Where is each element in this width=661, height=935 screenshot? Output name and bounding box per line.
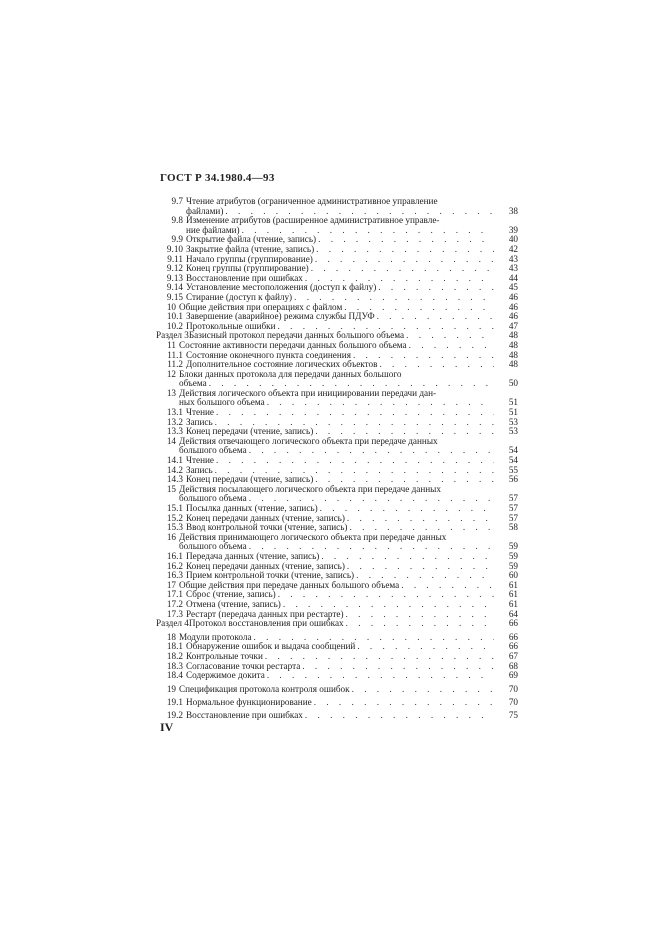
toc-entry-page: 61 [508, 579, 518, 590]
toc-entry-title: Ввод контрольной точки (чтение, запись) [186, 522, 348, 533]
toc-entry-number: 15.1 [166, 503, 183, 513]
toc-entry-title: Начало группы (группирование) [186, 253, 313, 264]
dot-leader [401, 581, 494, 591]
toc-entry [156, 197, 518, 216]
toc-entry-number: 19 [166, 683, 176, 694]
toc-entry-title: Восстановление при ошибках [186, 709, 303, 720]
toc-entry-page: 47 [508, 320, 518, 331]
toc-entry-title: Состояние активности передачи данных большого объема [179, 339, 407, 350]
toc-entry-page: 75 [508, 709, 518, 720]
toc-entry-page: 59 [508, 541, 518, 552]
toc-entry-title: Обнаружение ошибок и выдача сообщений [186, 641, 356, 652]
toc-entry-number: 10.2 [166, 320, 183, 331]
toc-entry-title: Конец передачи данных (чтение, запись) [186, 560, 345, 571]
toc-entry-page: 44 [508, 272, 518, 283]
dot-leader [320, 504, 494, 514]
toc-entry-page: 43 [508, 263, 518, 274]
toc-entry-title: Посылка данных (чтение, запись) [186, 503, 318, 513]
toc-entry-page: 55 [508, 464, 518, 475]
dot-leader [316, 245, 494, 255]
toc-entry-number: 18.2 [166, 650, 183, 661]
toc-entry-title: Дополнительное состояние логических объектов [186, 359, 378, 370]
toc-entry-title: Конец передачи данных (чтение, запись) [186, 512, 345, 523]
toc-entry-page: 69 [508, 670, 518, 681]
toc-entry-title: Отмена (чтение, запись) [186, 598, 281, 609]
dot-leader [346, 610, 494, 620]
toc-entry-number: 17.3 [166, 608, 183, 619]
toc-entry-page: 54 [508, 455, 518, 466]
toc-entry-number: 11.2 [167, 359, 183, 370]
toc-entry-number: 9.14 [166, 282, 183, 293]
toc-entry-number: 18.4 [166, 670, 183, 681]
toc-entry-title: Чтение [186, 407, 214, 418]
toc-entry-title: ных большого объема [179, 397, 265, 408]
toc-entry-page: 46 [508, 291, 518, 302]
toc-entry-number: 14.3 [166, 474, 183, 485]
toc-entry-title: Конец передачи (чтение, запись) [186, 426, 314, 437]
page-number: IV [160, 720, 174, 734]
toc-entry-page: 53 [508, 416, 518, 427]
toc-entry-page: 54 [508, 445, 518, 456]
toc-entry-number: 9.11 [167, 253, 183, 264]
toc-entry-title: большого объема [179, 493, 247, 504]
toc-entry-number: 16.1 [166, 550, 183, 561]
toc-entry-title: Установление местоположения (доступ к файлу) [186, 282, 377, 293]
toc-entry-number: 12 [166, 368, 176, 379]
toc-entry-page: 53 [508, 426, 518, 437]
toc-entry-page: 66 [508, 641, 518, 652]
toc-entry-number: 18.3 [166, 660, 183, 671]
toc-entry-title: Изменение атрибутов (расширенное административное управле- [186, 215, 440, 226]
toc-entry-title: Завершение (аварийное) режима службы ПДУФ [186, 311, 375, 322]
toc-entry-page: 68 [508, 660, 518, 671]
toc-entry-number: 16.3 [166, 570, 183, 581]
toc-entry-title: большого объема [179, 445, 247, 456]
dot-leader [278, 590, 494, 600]
toc-entry-number: 9.8 [171, 215, 183, 226]
toc-entry-title: Передача данных (чтение, запись) [186, 550, 320, 561]
dot-leader [216, 456, 494, 466]
toc-entry-title: Сброс (чтение, запись) [186, 589, 276, 600]
toc-entry-number: 18.1 [166, 641, 183, 652]
toc-entry-title: Согласование точки рестарта [186, 660, 301, 671]
dot-leader [267, 398, 494, 408]
toc-entry-title: Прием контрольной точки (чтение, запись) [186, 570, 355, 581]
toc-entry-page: 66 [508, 618, 518, 629]
toc-entry-number: 13 [166, 387, 176, 398]
toc-entry-page: 61 [508, 598, 518, 609]
toc-entry-page: 42 [508, 243, 518, 254]
toc-entry-page: 66 [508, 631, 518, 642]
toc-entry-number: 15.2 [166, 512, 183, 523]
document-header: ГОСТ Р 34.1980.4—93 [160, 172, 275, 184]
toc-entry-page: 64 [508, 608, 518, 619]
dot-leader [305, 711, 494, 721]
toc-entry-number: 14.2 [166, 464, 183, 475]
dot-leader [216, 408, 494, 418]
toc-entry-page: 57 [508, 503, 518, 513]
toc-entry-title: Протокол восстановления при ошибках [188, 618, 344, 629]
toc-entry-number: 9.12 [166, 263, 183, 274]
toc-entry-page: 51 [508, 407, 518, 418]
toc-entry-title: ние файлами) [186, 224, 240, 235]
toc-entry-number: 9.10 [166, 243, 183, 254]
dot-leader [406, 331, 494, 341]
toc-entry-page: 38 [508, 205, 518, 216]
toc-entry-number: 16 [166, 531, 176, 542]
toc-entry-number: 9.13 [166, 272, 183, 283]
dot-leader [352, 685, 494, 695]
toc-entry-title: Чтение [186, 455, 214, 466]
toc-entry-page: 56 [508, 474, 518, 485]
toc-entry-number: 13.2 [166, 416, 183, 427]
dot-leader [347, 514, 494, 524]
toc-entry [156, 685, 518, 695]
toc-entry-title: Базисный протокол передачи данных большого объема [188, 330, 405, 341]
toc-entry-number: 9.7 [171, 196, 183, 206]
toc-entry-page: 48 [508, 330, 518, 341]
toc-entry-number: 10 [166, 301, 176, 312]
toc-entry-number: 17 [166, 579, 176, 590]
toc-entry-number: 15.3 [166, 522, 183, 533]
toc-entry-title: Общие действия при операциях с файлом [179, 301, 343, 312]
toc-entry-title: Нормальное функционирование [186, 697, 312, 708]
toc-entry-number: Раздел 3 [156, 330, 189, 341]
toc-entry-number: Раздел 4 [156, 618, 189, 629]
toc-entry-number: 11 [167, 339, 176, 350]
dot-leader [267, 671, 494, 681]
toc-entry-title: Конец передачи (чтение, запись) [186, 474, 314, 485]
toc-entry [156, 698, 518, 708]
toc-entry-title: Содержимое докита [186, 670, 265, 681]
toc-entry-title: Рестарт (передача данных при рестарте) [186, 608, 344, 619]
toc-entry-number: 19.2 [166, 709, 183, 720]
toc-entry-page: 48 [508, 359, 518, 370]
toc-entry-page: 67 [508, 650, 518, 661]
toc-entry-title: Действия посылающего логического объекта при передаче данных [179, 483, 441, 494]
toc-entry [156, 619, 518, 629]
toc-entry-page: 60 [508, 570, 518, 581]
toc-entry-page: 59 [508, 550, 518, 561]
table-of-contents [156, 197, 518, 720]
dot-leader [346, 619, 494, 629]
toc-entry-title: Протокольные ошибки [186, 320, 276, 331]
toc-entry-title: Контрольные точки [186, 650, 263, 661]
toc-entry-title: большого объема [179, 541, 247, 552]
toc-entry [156, 485, 518, 504]
dot-leader [318, 235, 494, 245]
toc-entry-page: 58 [508, 522, 518, 533]
toc-entry [156, 437, 518, 456]
toc-entry-title: Спецификация протокола контроля ошибок [179, 683, 350, 694]
toc-entry-page: 57 [508, 512, 518, 523]
dot-leader [321, 552, 494, 562]
toc-entry-page: 39 [508, 224, 518, 235]
toc-entry-page: 70 [508, 697, 518, 708]
toc-entry-number: 18 [166, 631, 176, 642]
toc-entry-title: объема [179, 378, 207, 389]
toc-entry-number: 9.9 [171, 234, 183, 245]
dot-leader [315, 255, 494, 265]
dot-leader [347, 562, 494, 572]
toc-entry-number: 10.1 [166, 311, 183, 322]
dot-leader [357, 642, 494, 652]
dot-leader [378, 283, 494, 293]
toc-entry [156, 216, 518, 235]
toc-entry-page: 61 [508, 589, 518, 600]
toc-entry-number: 13.1 [166, 407, 183, 418]
toc-entry-title: Восстановление при ошибках [186, 272, 303, 283]
toc-entry [156, 711, 518, 721]
toc-entry-title: Конец группы (группирование) [186, 263, 309, 274]
toc-entry-title: Блоки данных протокола для передачи данных большого [179, 368, 402, 379]
toc-entry-page: 46 [508, 301, 518, 312]
toc-entry-title: Чтение атрибутов (ограниченное административное управление [186, 196, 438, 206]
toc-entry [156, 389, 518, 408]
toc-entry-page: 51 [508, 397, 518, 408]
toc-entry-page: 59 [508, 560, 518, 571]
toc-entry-number: 14.1 [166, 455, 183, 466]
toc-entry-title: Общие действия при передаче данных большого объема [179, 579, 400, 590]
toc-entry-page: 70 [508, 683, 518, 694]
toc-entry-page: 43 [508, 253, 518, 264]
toc-entry [156, 533, 518, 552]
dot-leader [249, 446, 494, 456]
toc-entry-title: Запись [186, 416, 213, 427]
dot-leader [314, 698, 494, 708]
toc-entry-number: 14 [166, 435, 176, 446]
toc-entry-page: 40 [508, 234, 518, 245]
toc-entry [156, 370, 518, 389]
toc-entry-number: 17.1 [166, 589, 183, 600]
toc-entry-number: 15 [166, 483, 176, 494]
toc-entry-page: 46 [508, 311, 518, 322]
toc-entry-page: 50 [508, 378, 518, 389]
toc-entry-page: 48 [508, 349, 518, 360]
toc-entry-title: Модули протокола [179, 631, 252, 642]
toc-entry-number: 17.2 [166, 598, 183, 609]
toc-entry-title: Действия отвечающего логического объекта при передаче данных [179, 435, 438, 446]
toc-entry-page: 48 [508, 339, 518, 350]
toc-entry-title: Стирание (доступ к файлу) [186, 291, 293, 302]
dot-leader [409, 341, 494, 351]
toc-entry-number: 9.15 [166, 291, 183, 302]
toc-entry-page: 45 [508, 282, 518, 293]
toc-entry-number: 16.2 [166, 560, 183, 571]
dot-leader [302, 662, 494, 672]
toc-entry-title: Состояние оконечного пункта соединения [186, 349, 351, 360]
dot-leader [311, 264, 494, 274]
toc-entry-number: 13.3 [166, 426, 183, 437]
toc-entry-title: Открытие файла (чтение, запись) [186, 234, 317, 245]
toc-entry-title: Закрытие файла (чтение, запись) [186, 243, 315, 254]
toc-entry-title: Запись [186, 464, 213, 475]
toc-entry-number: 11.1 [167, 349, 183, 360]
toc-entry-title: файлами) [186, 205, 224, 216]
toc-entry-number: 19.1 [166, 697, 183, 708]
dot-leader [377, 312, 494, 322]
toc-entry-title: Действия принимающего логического объекта при передаче данных [179, 531, 447, 542]
toc-entry-title: Действия логического объекта при инициировании передачи дан- [179, 387, 437, 398]
toc-entry [156, 671, 518, 681]
toc-entry-page: 57 [508, 493, 518, 504]
